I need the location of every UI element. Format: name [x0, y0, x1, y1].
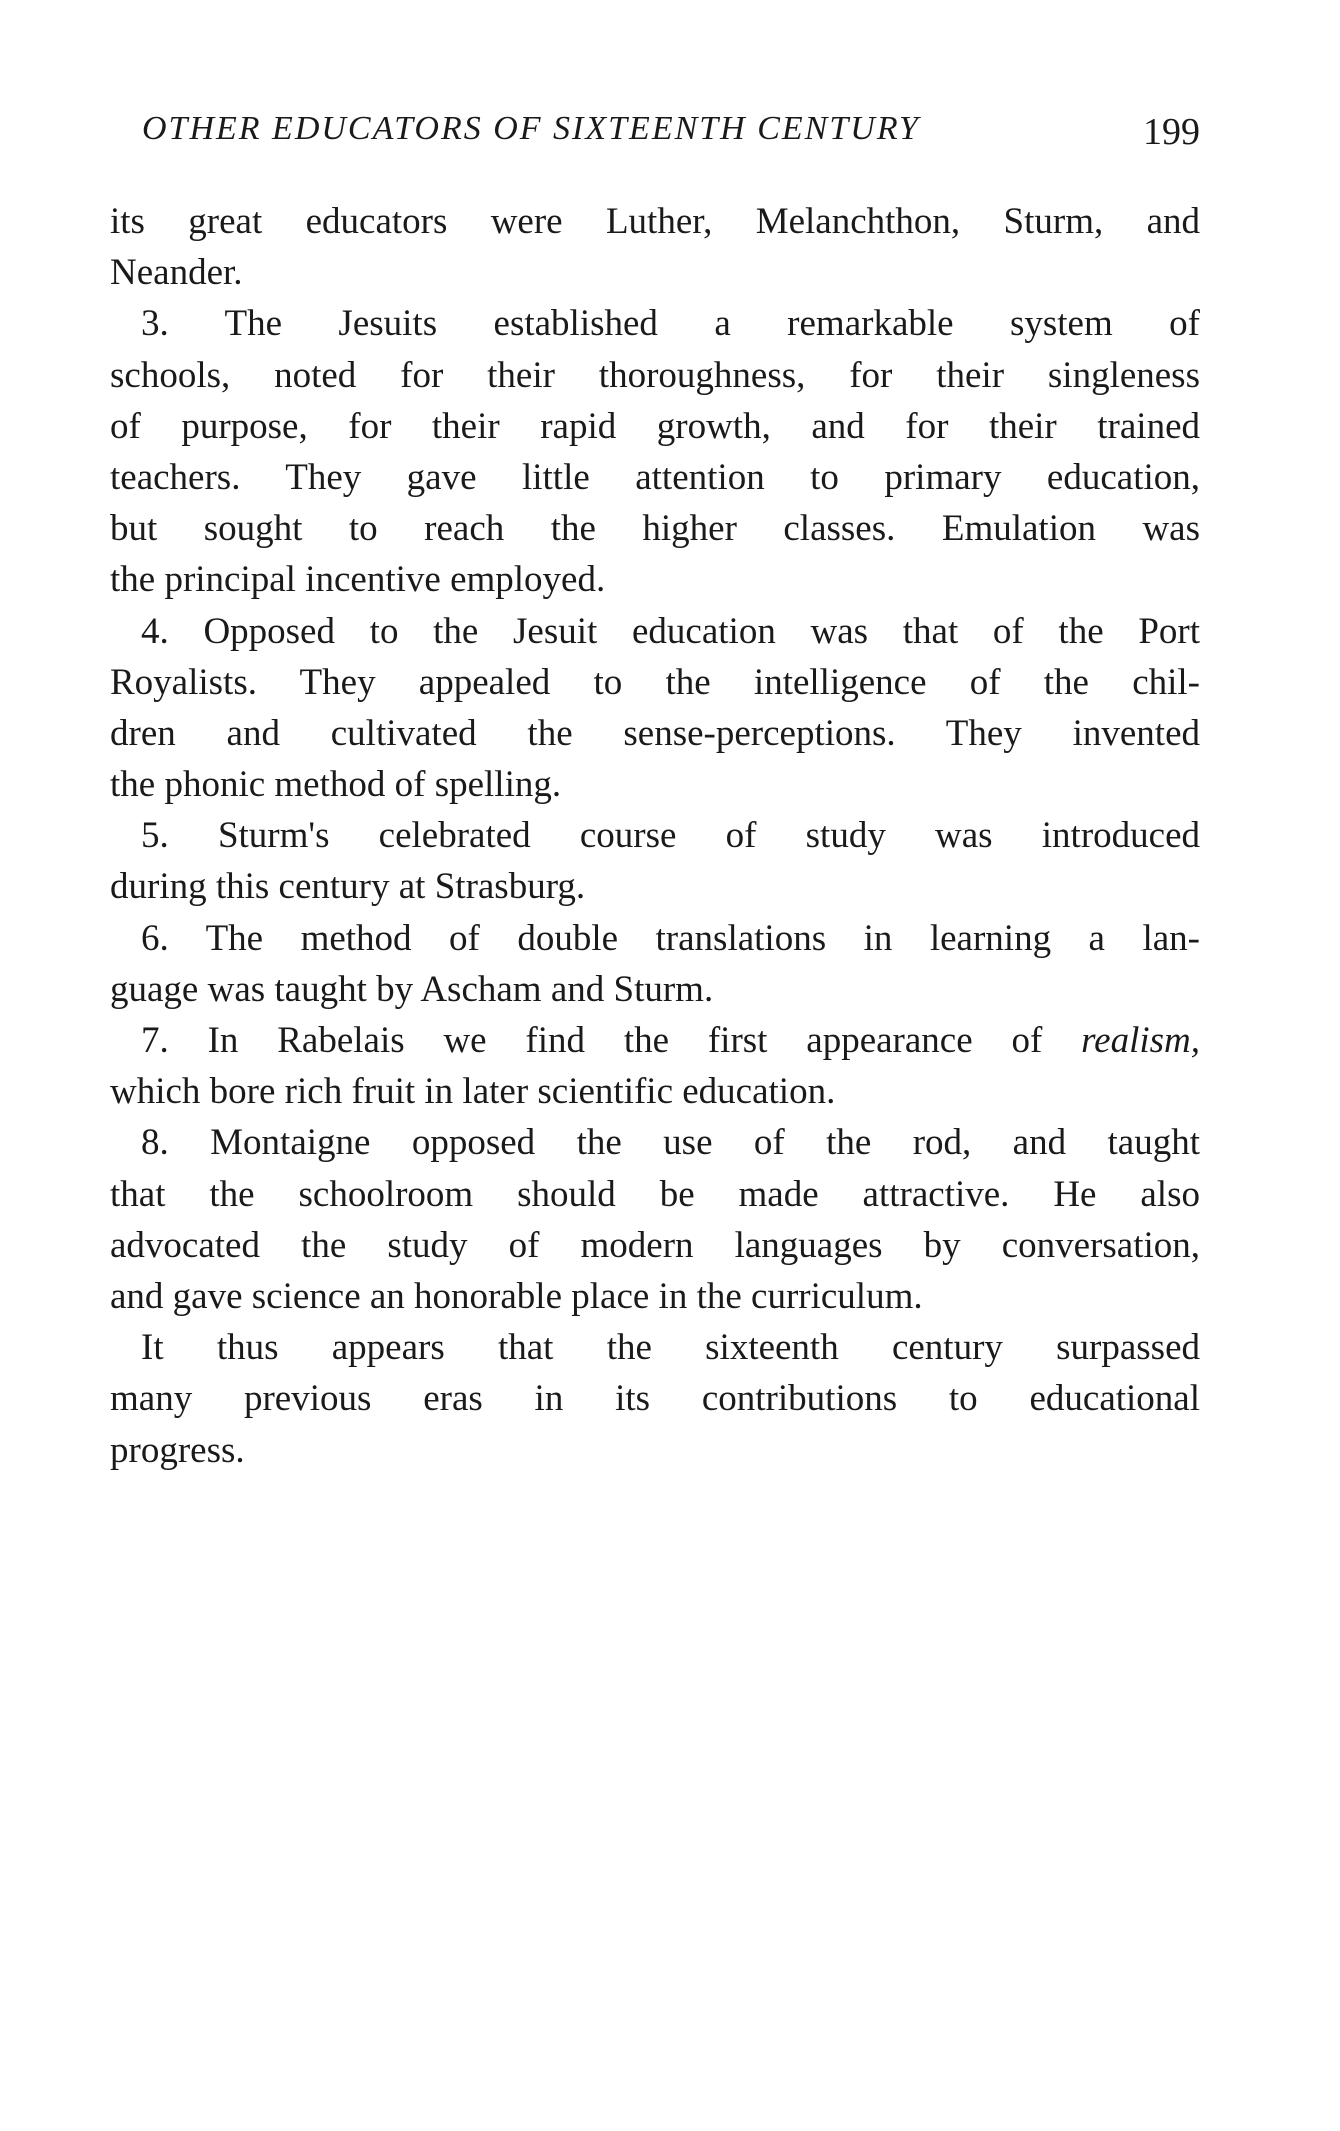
text-line: many previous eras in its contributions to educational — [110, 1378, 1200, 1420]
text-line: advocated the study of modern languages by conversation, — [110, 1224, 1200, 1266]
italic-term: realism, — [1081, 1020, 1201, 1061]
text-line: of purpose, for their rapid growth, and for their trained — [110, 405, 1200, 447]
page-header — [110, 110, 1200, 160]
text-line: 4. Opposed to the Jesuit education was that of the Port — [141, 610, 1200, 652]
text-line: its great educators were Luther, Melanchthon, Sturm, and — [110, 201, 1200, 242]
text-line: the phonic method of spelling. — [110, 764, 562, 806]
text-line: that the schoolroom should be made attractive. He also — [110, 1173, 1200, 1215]
text-line: 6. The method of double translations in learning a lan- — [141, 917, 1200, 959]
text-line — [110, 1015, 1200, 1066]
text-line: It thus appears that the sixteenth century surpassed — [141, 1327, 1200, 1369]
running-title: OTHER EDUCATORS OF SIXTEENTH CENTURY — [142, 110, 920, 147]
text-line: but sought to reach the higher classes. Emulation was — [110, 508, 1200, 550]
text-line: during this century at Strasburg. — [110, 866, 586, 908]
text-line: guage was taught by Ascham and Sturm. — [110, 968, 714, 1010]
text-line: 3. The Jesuits established a remarkable system of — [141, 303, 1200, 345]
text-line: and gave science an honorable place in the curriculum. — [110, 1275, 923, 1317]
text-line: Royalists. They appealed to the intelligence of the chil- — [110, 661, 1200, 703]
text-line: dren and cultivated the sense-perceptions. They invented — [110, 712, 1200, 754]
text-line: 8. Montaigne opposed the use of the rod, and taught — [141, 1122, 1200, 1164]
body-text — [110, 196, 1200, 1476]
text-line: the principal incentive employed. — [110, 559, 606, 601]
text-line: schools, noted for their thoroughness, for their singleness — [110, 354, 1200, 396]
text-segment: 7. In Rabelais we find the first appearance of — [141, 1020, 1043, 1061]
text-line: progress. — [110, 1429, 245, 1471]
text-line: which bore rich fruit in later scientific education. — [110, 1071, 836, 1113]
page-number: 199 — [1143, 111, 1200, 153]
text-line: Neander. — [110, 252, 243, 294]
text-line: teachers. They gave little attention to primary education, — [110, 456, 1200, 498]
text-line: 5. Sturm's celebrated course of study was introduced — [141, 815, 1200, 857]
